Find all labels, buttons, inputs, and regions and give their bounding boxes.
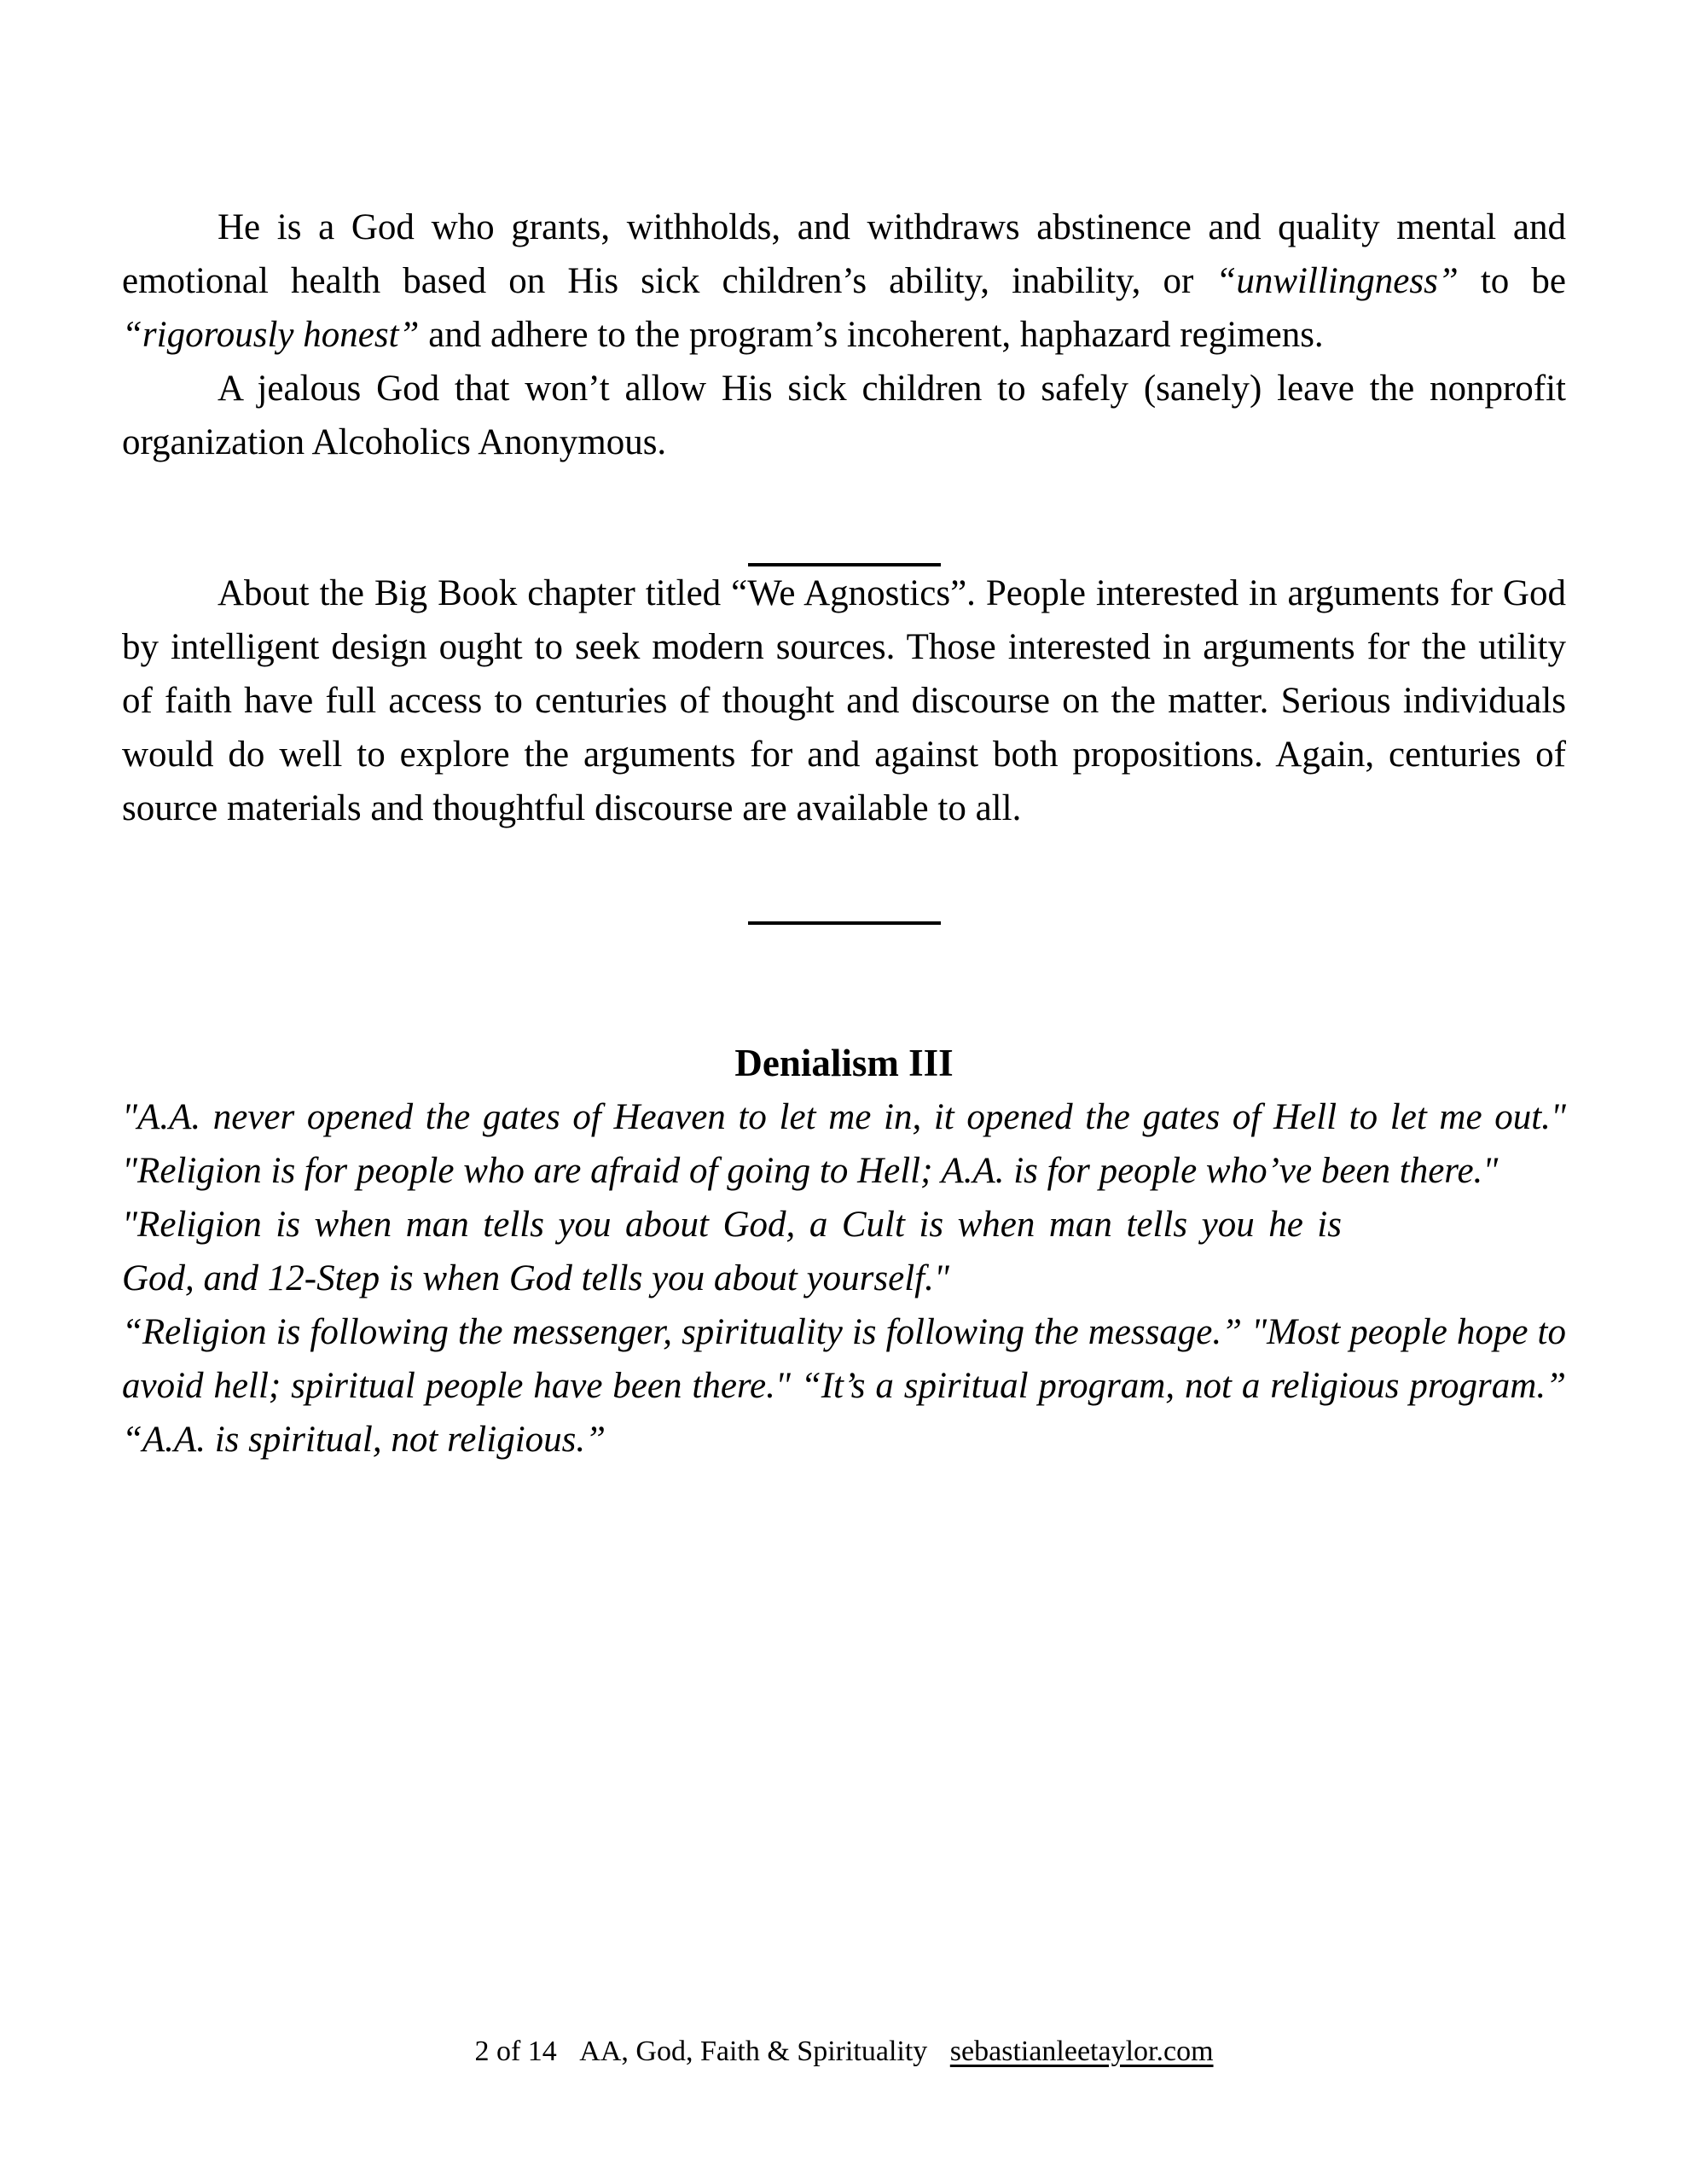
paragraph-god-grants: He is a God who grants, withholds, and withdraws abstinence and quality mental and emotional health based on His sick children’s ability, inability, or “unwillingness” to be “rigorously honest” and adhere to the program’s incoherent, haphazard regimens. bbox=[122, 207, 1566, 355]
document-title: AA, God, Faith & Spirituality bbox=[579, 2036, 928, 2067]
page-footer bbox=[0, 2033, 1688, 2071]
site-link[interactable]: sebastianleetaylor.com bbox=[949, 2036, 1214, 2067]
page-indicator: 2 of 14 bbox=[474, 2036, 557, 2067]
quote-paragraph-messenger: “Religion is following the messenger, spirituality is following the message.” "Most people hope to avoid hell; spiritual people have been there." “It’s a spiritual program, not a religious program.” “A.A. is spiritual, not religious.” bbox=[122, 1312, 1566, 1460]
quote-paragraph-cult: "Religion is when man tells you about God, a Cult is when man tells you he is God, and 12-Step is when God tells you about yourself." bbox=[122, 1205, 1342, 1298]
paragraph-jealous-god: A jealous God that won’t allow His sick children to safely (sanely) leave the nonprofit organization Alcoholics Anonymous. bbox=[122, 369, 1566, 462]
quote-paragraph-gates-of-heaven: "A.A. never opened the gates of Heaven to let me in, it opened the gates of Hell to let me out." "Religion is for people who are afraid of going to Hell; A.A. is for people who’ve been there." bbox=[122, 1097, 1566, 1191]
section-divider bbox=[748, 921, 941, 925]
section-heading-denialism: Denialism III bbox=[734, 1042, 954, 1084]
paragraph-we-agnostics: About the Big Book chapter titled “We Agnostics”. People interested in arguments for God by intelligent design ought to seek modern sources. Those interested in arguments for the utility of faith have full access to centuries of thought and discourse on the matter. Serious individuals would do well to explore the arguments for and against both propositions. Again, centuries of source materials and thoughtful discourse are available to all. bbox=[122, 573, 1566, 828]
